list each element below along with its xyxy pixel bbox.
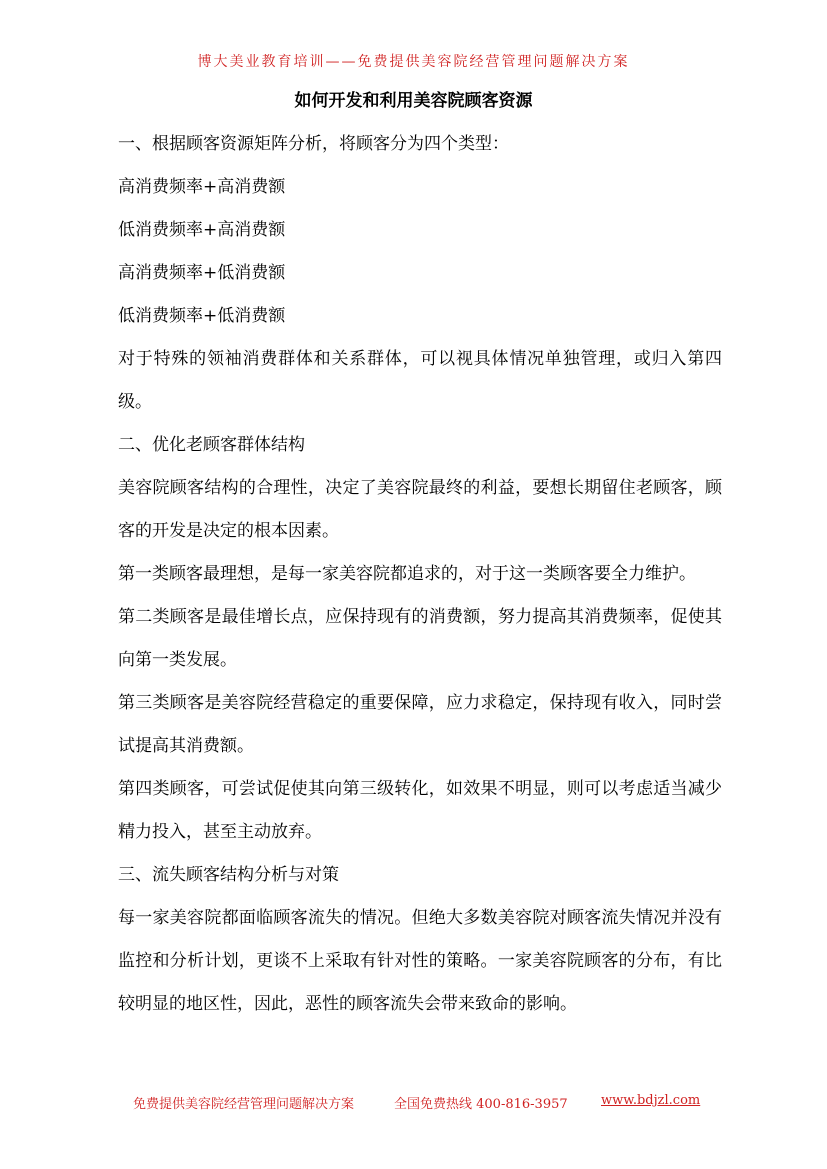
header-banner: 博大美业教育培训——免费提供美容院经营管理问题解决方案 bbox=[197, 54, 630, 70]
document-body bbox=[118, 123, 722, 1026]
churn-paragraph: 每一家美容院都面临顾客流失的情况。但绝大多数美容院对顾客流失情况并没有监控和分析计划，更谈不上采取有针对性的策略。一家美容院顾客的分布，有比较明显的地区性，因此，恶性的顾客流失会带来致命的影响。 bbox=[118, 908, 722, 1014]
footer-slogan: 免费提供美容院经营管理问题解决方案 bbox=[133, 1097, 355, 1112]
footer-hotline: 全国免费热线 400-816-3957 bbox=[394, 1097, 568, 1112]
class3-paragraph: 第三类顾客是美容院经营稳定的重要保障，应力求稳定，保持现有收入，同时尝试提高其消费额。 bbox=[118, 693, 722, 756]
type-item-4: 低消费频率+低消费额 bbox=[118, 306, 286, 326]
type-item-3: 高消费频率+低消费额 bbox=[118, 263, 286, 283]
section1-heading: 一、根据顾客资源矩阵分析，将顾客分为四个类型： bbox=[118, 134, 509, 154]
special-group-paragraph: 对于特殊的领袖消费群体和关系群体，可以视具体情况单独管理，或归入第四级。 bbox=[118, 349, 722, 412]
footer-website-link[interactable]: www.bdjzl.com bbox=[601, 1093, 701, 1108]
class2-paragraph: 第二类顾客是最佳增长点，应保持现有的消费额，努力提高其消费频率，促使其向第一类发展。 bbox=[118, 607, 722, 670]
page-title: 如何开发和利用美容院顾客资源 bbox=[294, 91, 533, 111]
type-item-2: 低消费频率+高消费额 bbox=[118, 220, 286, 240]
structure-paragraph: 美容院顾客结构的合理性，决定了美容院最终的利益，要想长期留住老顾客，顾客的开发是决定的根本因素。 bbox=[118, 478, 722, 541]
class1-paragraph: 第一类顾客最理想，是每一家美容院都追求的，对于这一类顾客要全力维护。 bbox=[118, 564, 696, 584]
section2-heading: 二、优化老顾客群体结构 bbox=[118, 435, 305, 455]
type-item-1: 高消费频率+高消费额 bbox=[118, 177, 286, 197]
section3-heading: 三、流失顾客结构分析与对策 bbox=[118, 865, 339, 885]
class4-paragraph: 第四类顾客，可尝试促使其向第三级转化，如效果不明显，则可以考虑适当减少精力投入，甚至主动放弃。 bbox=[118, 779, 722, 842]
